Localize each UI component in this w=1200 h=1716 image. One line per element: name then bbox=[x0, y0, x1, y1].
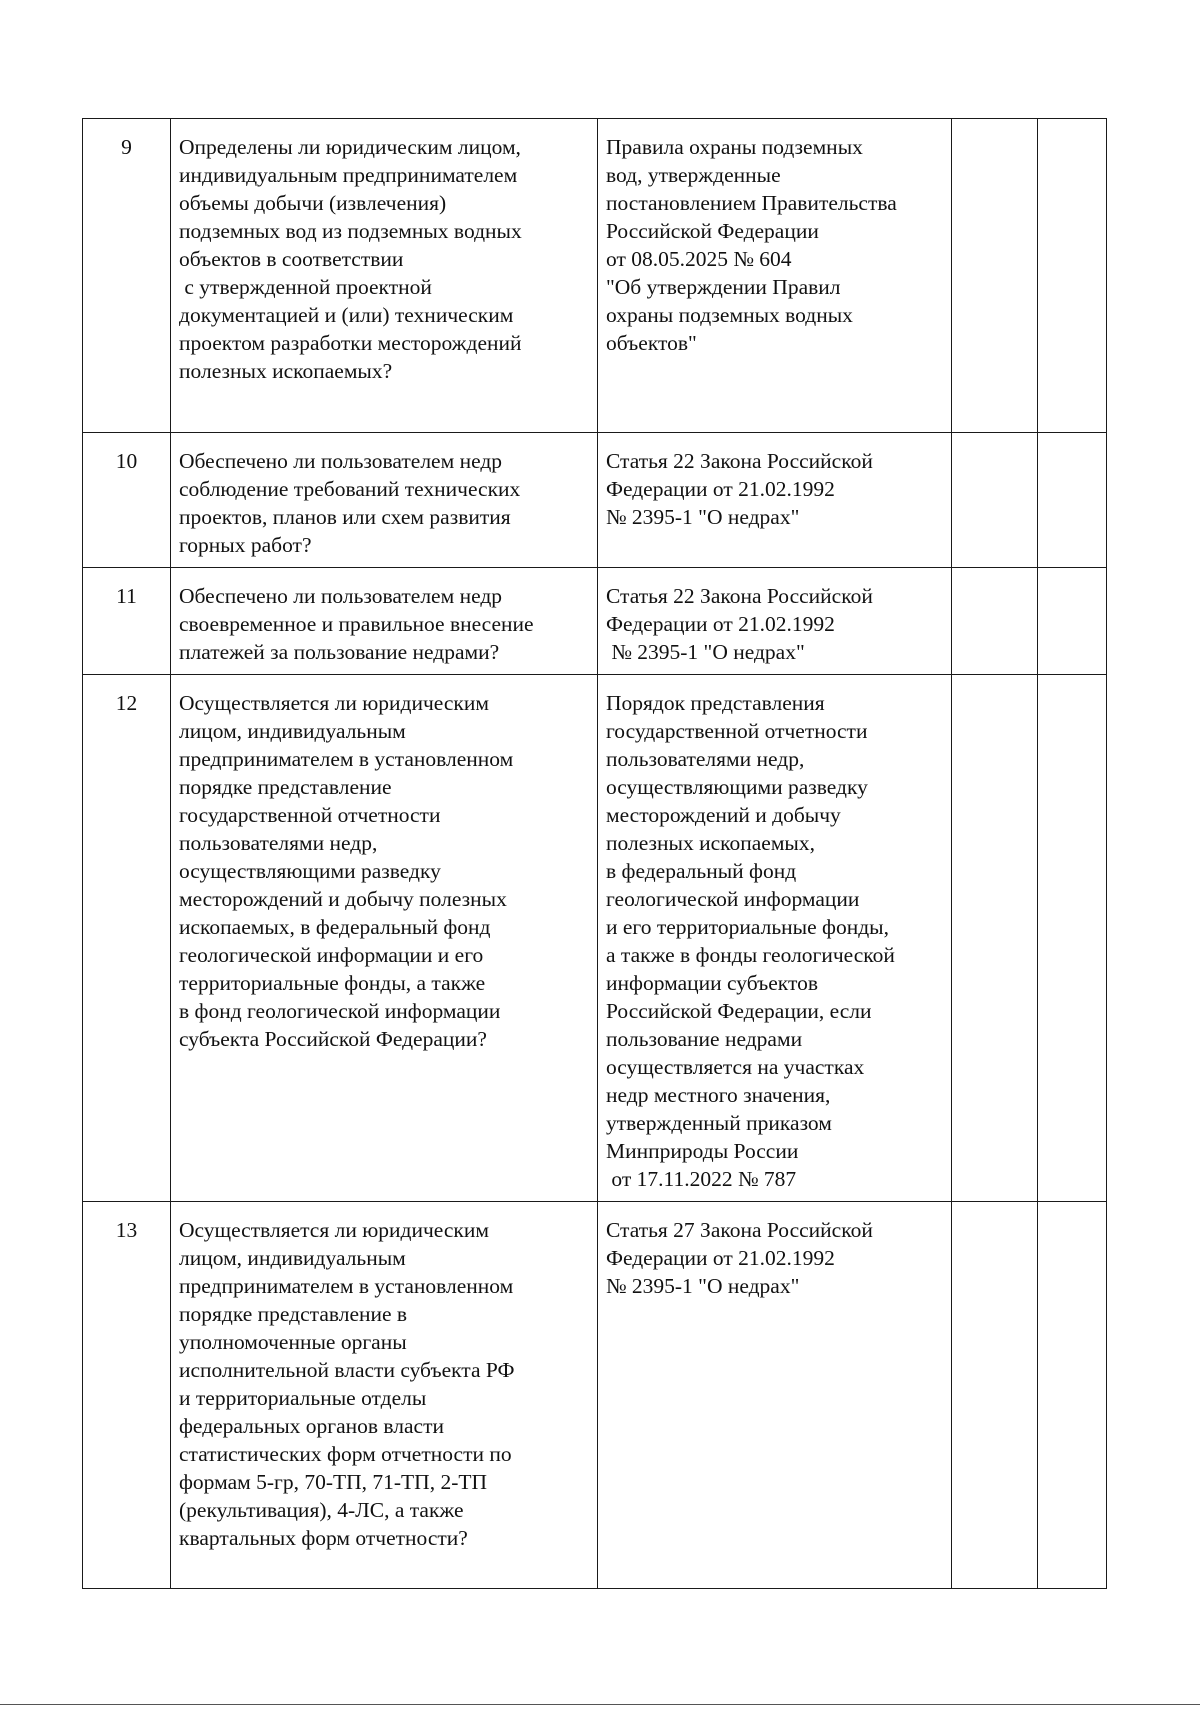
question-line: лицом, индивидуальным bbox=[179, 719, 406, 743]
reference-line: недр местного значения, bbox=[606, 1083, 831, 1107]
question-line: и территориальные отделы bbox=[179, 1386, 427, 1410]
question-line: квартальных форм отчетности? bbox=[179, 1526, 468, 1550]
question-line: субъекта Российской Федерации? bbox=[179, 1027, 487, 1051]
reference-line: полезных ископаемых, bbox=[606, 831, 815, 855]
question-cell bbox=[171, 119, 598, 433]
question-line: геологической информации и его bbox=[179, 943, 484, 967]
empty-note-cell bbox=[1038, 675, 1107, 1202]
table-row bbox=[83, 675, 1107, 1202]
reference-line: в федеральный фонд bbox=[606, 859, 797, 883]
row-number: 11 bbox=[83, 568, 171, 675]
reference-line: от 17.11.2022 № 787 bbox=[606, 1167, 797, 1191]
question-line: осуществляющими разведку bbox=[179, 859, 441, 883]
question-line: ископаемых, в федеральный фонд bbox=[179, 915, 491, 939]
empty-note-cell bbox=[1038, 119, 1107, 433]
reference-cell bbox=[598, 1202, 952, 1589]
reference-line: от 08.05.2025 № 604 bbox=[606, 247, 792, 271]
question-line: порядке представление в bbox=[179, 1302, 408, 1326]
reference-line: Статья 27 Закона Российской bbox=[606, 1218, 873, 1242]
reference-line: № 2395-1 "О недрах" bbox=[606, 505, 800, 529]
reference-line: утвержденный приказом bbox=[606, 1111, 832, 1135]
reference-line: Статья 22 Закона Российской bbox=[606, 584, 873, 608]
question-line: порядке представление bbox=[179, 775, 392, 799]
table-row bbox=[83, 119, 1107, 433]
reference-line: Минприроды России bbox=[606, 1139, 799, 1163]
reference-line: "Об утверждении Правил bbox=[606, 275, 841, 299]
question-line: горных работ? bbox=[179, 533, 312, 557]
reference-line: информации субъектов bbox=[606, 971, 818, 995]
empty-answer-cell bbox=[952, 568, 1038, 675]
question-line: предпринимателем в установленном bbox=[179, 1274, 514, 1298]
reference-line: и его территориальные фонды, bbox=[606, 915, 889, 939]
table-row bbox=[83, 568, 1107, 675]
reference-line: Российской Федерации, если bbox=[606, 999, 872, 1023]
question-cell bbox=[171, 675, 598, 1202]
question-cell bbox=[171, 1202, 598, 1589]
question-line: объектов в соответствии bbox=[179, 247, 404, 271]
reference-line: Порядок представления bbox=[606, 691, 825, 715]
table-row bbox=[83, 1202, 1107, 1589]
question-line: исполнительной власти субъекта РФ bbox=[179, 1358, 515, 1382]
question-cell bbox=[171, 568, 598, 675]
row-number: 10 bbox=[83, 433, 171, 568]
reference-cell bbox=[598, 119, 952, 433]
reference-line: № 2395-1 "О недрах" bbox=[606, 640, 805, 664]
row-number: 12 bbox=[83, 675, 171, 1202]
reference-line: Правила охраны подземных bbox=[606, 135, 863, 159]
question-line: месторождений и добычу полезных bbox=[179, 887, 507, 911]
empty-answer-cell bbox=[952, 675, 1038, 1202]
question-line: своевременное и правильное внесение bbox=[179, 612, 534, 636]
checklist-table bbox=[82, 118, 1107, 1589]
reference-line: пользователями недр, bbox=[606, 747, 805, 771]
reference-cell bbox=[598, 433, 952, 568]
question-line: платежей за пользование недрами? bbox=[179, 640, 500, 664]
question-line: лицом, индивидуальным bbox=[179, 1246, 406, 1270]
question-line: Обеспечено ли пользователем недр bbox=[179, 449, 503, 473]
question-line: (рекультивация), 4-ЛС, а также bbox=[179, 1498, 464, 1522]
reference-line: вод, утвержденные bbox=[606, 163, 781, 187]
empty-answer-cell bbox=[952, 433, 1038, 568]
question-line: Обеспечено ли пользователем недр bbox=[179, 584, 503, 608]
question-line: документацией и (или) техническим bbox=[179, 303, 514, 327]
question-line: Осуществляется ли юридическим bbox=[179, 1218, 489, 1242]
table-row bbox=[83, 433, 1107, 568]
reference-line: Российской Федерации bbox=[606, 219, 819, 243]
question-line: статистических форм отчетности по bbox=[179, 1442, 512, 1466]
reference-line: Федерации от 21.02.1992 bbox=[606, 612, 835, 636]
reference-line: государственной отчетности bbox=[606, 719, 868, 743]
reference-line: осуществляющими разведку bbox=[606, 775, 868, 799]
empty-note-cell bbox=[1038, 568, 1107, 675]
question-line: Определены ли юридическим лицом, bbox=[179, 135, 521, 159]
reference-cell bbox=[598, 568, 952, 675]
question-line: Осуществляется ли юридическим bbox=[179, 691, 489, 715]
reference-cell bbox=[598, 675, 952, 1202]
reference-line: охраны подземных водных bbox=[606, 303, 853, 327]
question-line: в фонд геологической информации bbox=[179, 999, 501, 1023]
question-line: территориальные фонды, а также bbox=[179, 971, 486, 995]
question-line: индивидуальным предпринимателем bbox=[179, 163, 518, 187]
row-number: 9 bbox=[83, 119, 171, 433]
question-line: с утвержденной проектной bbox=[179, 275, 432, 299]
reference-line: постановлением Правительства bbox=[606, 191, 897, 215]
reference-line: Федерации от 21.02.1992 bbox=[606, 477, 835, 501]
question-cell bbox=[171, 433, 598, 568]
reference-line: геологической информации bbox=[606, 887, 860, 911]
reference-line: а также в фонды геологической bbox=[606, 943, 895, 967]
empty-answer-cell bbox=[952, 1202, 1038, 1589]
reference-line: осуществляется на участках bbox=[606, 1055, 865, 1079]
question-line: полезных ископаемых? bbox=[179, 359, 393, 383]
question-line: уполномоченные органы bbox=[179, 1330, 407, 1354]
question-line: пользователями недр, bbox=[179, 831, 378, 855]
empty-note-cell bbox=[1038, 1202, 1107, 1589]
reference-line: месторождений и добычу bbox=[606, 803, 841, 827]
reference-line: Федерации от 21.02.1992 bbox=[606, 1246, 835, 1270]
scan-edge-line bbox=[0, 1704, 1200, 1705]
question-line: государственной отчетности bbox=[179, 803, 441, 827]
question-line: формам 5-гр, 70-ТП, 71-ТП, 2-ТП bbox=[179, 1470, 488, 1494]
question-line: объемы добычи (извлечения) bbox=[179, 191, 447, 215]
question-line: предпринимателем в установленном bbox=[179, 747, 514, 771]
empty-answer-cell bbox=[952, 119, 1038, 433]
row-number: 13 bbox=[83, 1202, 171, 1589]
reference-line: пользование недрами bbox=[606, 1027, 803, 1051]
question-line: проектов, планов или схем развития bbox=[179, 505, 511, 529]
reference-line: № 2395-1 "О недрах" bbox=[606, 1274, 800, 1298]
reference-line: объектов" bbox=[606, 331, 697, 355]
reference-line: Статья 22 Закона Российской bbox=[606, 449, 873, 473]
question-line: федеральных органов власти bbox=[179, 1414, 444, 1438]
question-line: проектом разработки месторождений bbox=[179, 331, 522, 355]
question-line: соблюдение требований технических bbox=[179, 477, 521, 501]
empty-note-cell bbox=[1038, 433, 1107, 568]
question-line: подземных вод из подземных водных bbox=[179, 219, 522, 243]
